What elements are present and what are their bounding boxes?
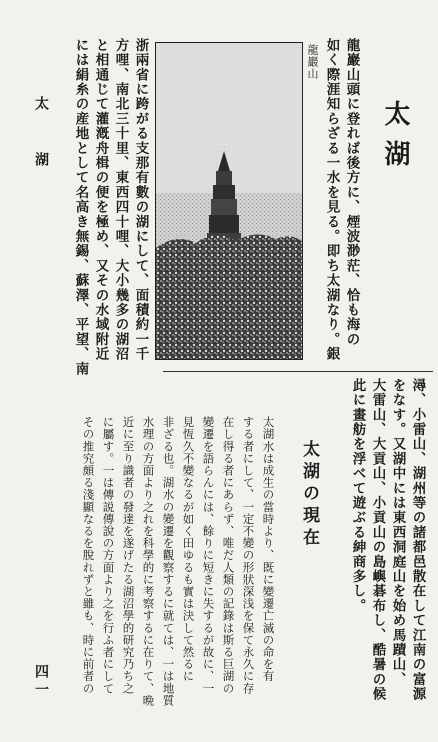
lower-body-column-6: 非ざる也。湖水の變遷を觀察するに就ては、一は地質 [161, 416, 176, 707]
lower-body-column-8: 近に至り識者の發達を遂げたる湖沼學的研究乃ち之 [121, 416, 136, 695]
lower-right-column-1: 潯、小雷山、湖州等の諸都邑散在して江南の富源 [409, 378, 426, 702]
upper-text-column-2: 如く際涯知らざる一水を見る。即ち太湖なり。銀 [323, 38, 340, 362]
section-divider [163, 371, 433, 372]
upper-left-column-2: 方哩、南北三十里、東西四十哩、大小幾多の湖沼 [112, 38, 129, 362]
page-title: 太湖 [380, 100, 410, 180]
upper-text-column-1: 龍巖山頭に登れば後方に、煙波渺茫、恰も海の [343, 38, 360, 347]
upper-left-column-1: 浙兩省に跨がる支那有數の湖にして、面積約一千 [132, 38, 149, 362]
page-number: 四一 [33, 664, 49, 700]
lower-body-column-4: 變遷を語らんには、餘りに短きに失するが故に、一 [201, 416, 216, 695]
upper-left-column-3: と相通じて灌漑舟楫の便を極め、又その水域附近 [92, 38, 109, 362]
lower-right-column-2: をなす。又湖中には東西洞庭山を始め馬蹟山、 [389, 378, 406, 687]
photo-caption: 龍巖山 [306, 44, 319, 80]
lower-body-column-10: その推究頗る淺顯なるを脫れずと雖も、時に前者の [81, 416, 96, 695]
lower-body-column-5: 見恆久不變なるが如く田ゆるも實は決して然るに [181, 416, 196, 683]
lower-body-column-3: 在し得る者にあらず、唯だ人類の記錄は斯る巨湖の [221, 416, 236, 695]
lower-body-column-9: に屬す。一は傳説傳說の方面より之を行ふ者にして [101, 416, 116, 695]
lower-body-column-2: する者にして、一定不變の形狀深浅を保て永久に存 [241, 416, 256, 695]
upper-left-column-4: には絹糸の産地として名高き無錫、蘇澤、平望、南 [72, 38, 89, 377]
lower-body-column-7: 水理の方面より之れを科學的に考察するに在りて、晩 [141, 416, 156, 707]
pagoda-photo-image [156, 43, 302, 359]
section-heading: 太湖の現在 [299, 440, 319, 550]
lower-right-column-4: 此に畫舫を浮べて遊ぶる紳商多し。 [349, 378, 366, 614]
running-head: 太 湖 [33, 96, 49, 180]
photo-pagoda [155, 42, 303, 360]
lower-body-column-1: 太湖水は成生の當時より、既に變遷亡滅の命を有 [261, 416, 276, 683]
lower-right-column-3: 大雷山、大貢山、小貢山の島嶼碁布し、酷暑の候 [369, 378, 386, 702]
